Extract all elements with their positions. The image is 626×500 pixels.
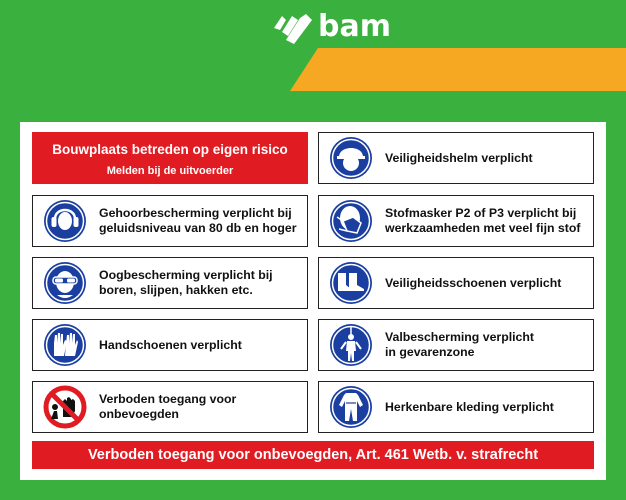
bam-logo-text: bam — [318, 9, 391, 44]
sign-helmet — [318, 132, 594, 184]
sign-safety-boots — [318, 257, 594, 309]
sign-dust-mask — [318, 195, 594, 247]
risk-notice-title: Bouwplaats betreden op eigen risico — [52, 142, 288, 157]
ear-protection-icon — [43, 199, 87, 243]
fall-protection-icon — [329, 323, 373, 367]
legal-notice-banner: Verboden toegang voor onbevoegden, Art. 461 Wetb. v. strafrecht — [32, 441, 594, 469]
gloves-icon — [43, 323, 87, 367]
sign-label: Handschoenen verplicht — [99, 337, 242, 352]
sign-eye-protection — [32, 257, 308, 309]
sign-label: Stofmasker P2 of P3 verplicht bij werkzaamheden met veel fijn stof — [385, 206, 581, 235]
sign-label: Verboden toegang voor onbevoegden — [99, 392, 237, 421]
sign-label: Veiligheidsschoenen verplicht — [385, 275, 562, 290]
sign-ear-protection — [32, 195, 308, 247]
bam-logo-mark-icon — [272, 10, 314, 44]
sign-gloves — [32, 319, 308, 371]
sign-label: Valbescherming verplicht in gevarenzone — [385, 330, 534, 359]
sign-fall-protection — [318, 319, 594, 371]
sign-label: Gehoorbescherming verplicht bij geluidsniveau van 80 db en hoger — [99, 206, 297, 235]
sign-label: Oogbescherming verplicht bij boren, slijpen, hakken etc. — [99, 268, 273, 297]
safety-boots-icon — [329, 261, 373, 305]
no-entry-icon — [43, 385, 87, 429]
helmet-icon — [329, 136, 373, 180]
eye-protection-icon — [43, 261, 87, 305]
risk-notice-subtitle: Melden bij de uitvoerder — [106, 165, 234, 177]
risk-notice-card — [32, 132, 308, 184]
dust-mask-icon — [329, 199, 373, 243]
sign-no-entry — [32, 381, 308, 433]
high-visibility-clothing-icon — [329, 385, 373, 429]
bam-logo — [272, 10, 391, 44]
sign-label: Herkenbare kleding verplicht — [385, 399, 554, 414]
sign-high-visibility-clothing — [318, 381, 594, 433]
sign-label: Veiligheidshelm verplicht — [385, 150, 533, 165]
